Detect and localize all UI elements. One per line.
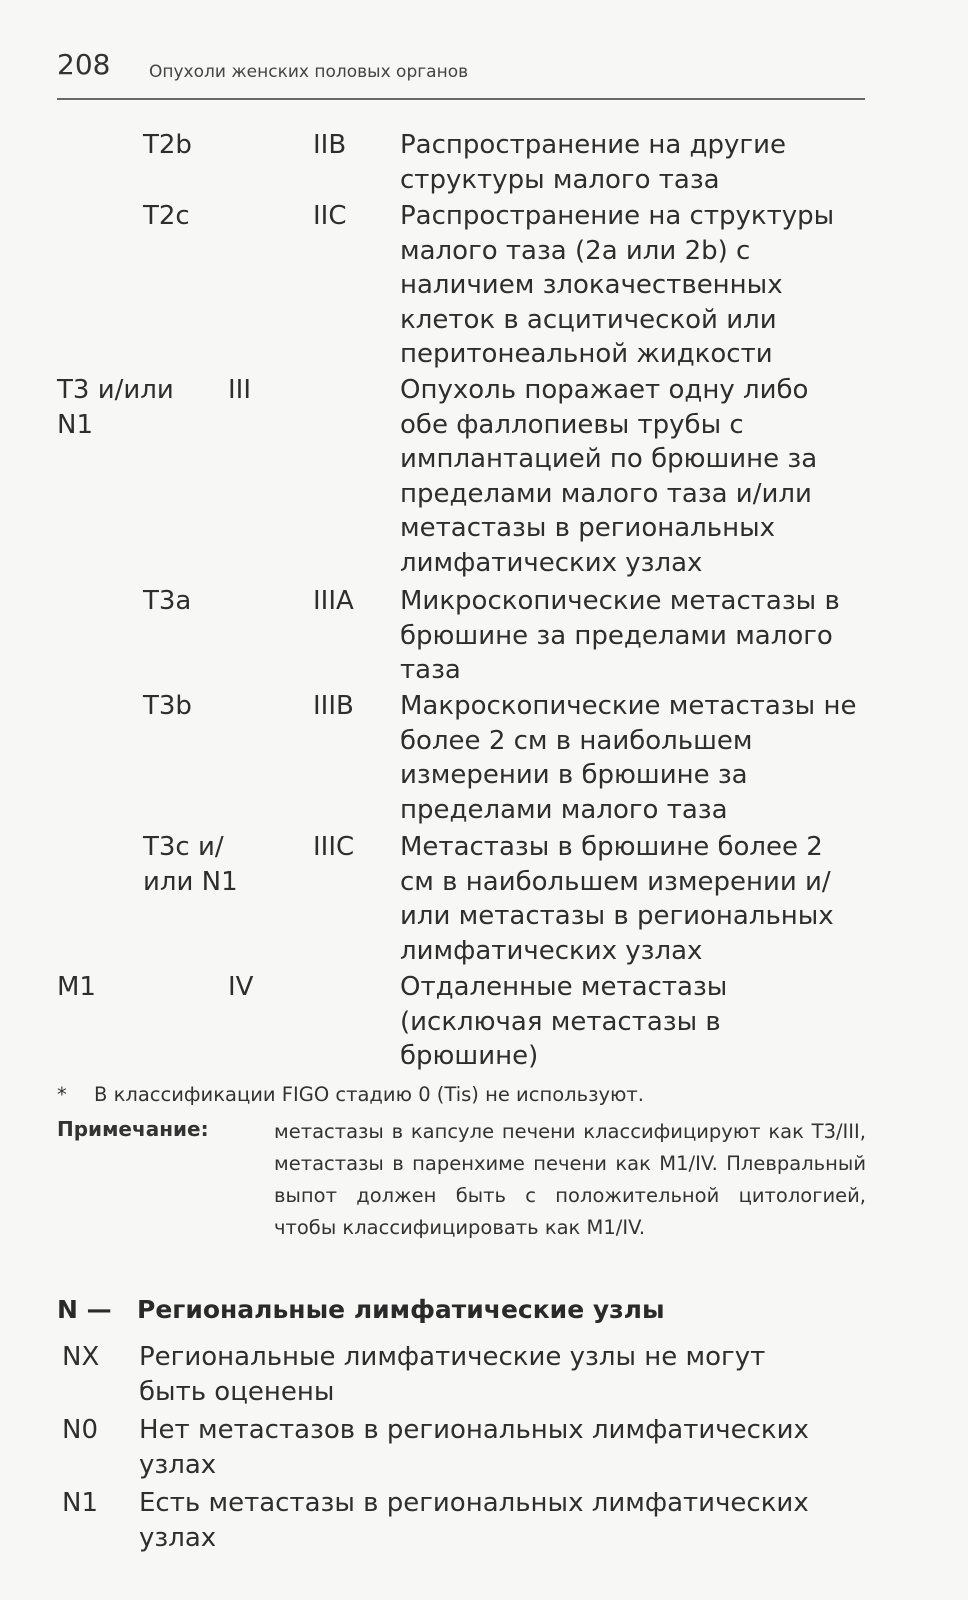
- tnm-code: M1: [57, 972, 96, 1002]
- note-text: метастазы в капсуле печени классифицируют как T3/III, метастазы в паренхиме печени как M1/IV. Плевральный выпот должен быть с положительной цитологией, чтобы классифицировать как M1/IV.: [274, 1120, 866, 1239]
- n-description: Нет метастазов в региональных лимфатических узлах: [139, 1415, 809, 1480]
- tnm-code: T3c и/или N1: [143, 832, 238, 897]
- page-number: 208: [57, 48, 111, 81]
- n-code: N1: [62, 1488, 98, 1518]
- stage-description: Распространение на другие структуры малого таза: [400, 130, 786, 195]
- figo-stage: IIIC: [313, 832, 355, 862]
- note-label: Примечание:: [57, 1117, 209, 1141]
- footnote-marker: *: [57, 1083, 67, 1106]
- tnm-code: T2c: [143, 201, 190, 231]
- tnm-code: T3a: [143, 586, 192, 616]
- running-title: Опухоли женских половых органов: [149, 62, 469, 82]
- stage-description: Макроскопические метастазы не более 2 см в наибольшем измерении в брюшине за пределами малого таза: [400, 691, 857, 825]
- tnm-code: T3b: [143, 691, 192, 721]
- tnm-code: T3 и/или N1: [57, 375, 174, 440]
- stage-description: Метастазы в брюшине более 2 см в наибольшем измерении и/или метастазы в региональных лимфатических узлах: [400, 832, 834, 966]
- section-heading: [57, 1295, 665, 1324]
- section-title: Региональные лимфатические узлы: [137, 1295, 665, 1324]
- footnote: [57, 1083, 644, 1106]
- figo-stage: III: [228, 375, 252, 405]
- figo-stage: IIB: [313, 130, 347, 160]
- stage-description: Отдаленные метастазы (исключая метастазы в брюшине): [400, 972, 728, 1071]
- footnote-text: В классификации FIGO стадию 0 (Tis) не используют.: [94, 1083, 644, 1106]
- stage-description: Микроскопические метастазы в брюшине за пределами малого таза: [400, 586, 840, 685]
- tnm-code: T2b: [143, 130, 192, 160]
- figo-stage: IIC: [313, 201, 347, 231]
- header-divider: [57, 98, 865, 100]
- figo-stage: IIIB: [313, 691, 354, 721]
- n-description: Региональные лимфатические узлы не могут быть оценены: [139, 1342, 766, 1407]
- n-code: N0: [62, 1415, 98, 1445]
- section-code: N —: [57, 1295, 112, 1324]
- stage-description: Распространение на структуры малого таза (2а или 2b) с наличием злокачественных клеток в асцитической или перитонеальной жидкости: [400, 201, 835, 369]
- n-code: NX: [62, 1342, 100, 1372]
- figo-stage: IV: [228, 972, 254, 1002]
- n-description: Есть метастазы в региональных лимфатических узлах: [139, 1488, 809, 1553]
- figo-stage: IIIA: [313, 586, 354, 616]
- page-header: [57, 48, 865, 100]
- stage-description: Опухоль поражает одну либо обе фаллопиевы трубы с имплантацией по брюшине за пределами малого таза и/или метастазы в региональных лимфатических узлах: [400, 375, 818, 578]
